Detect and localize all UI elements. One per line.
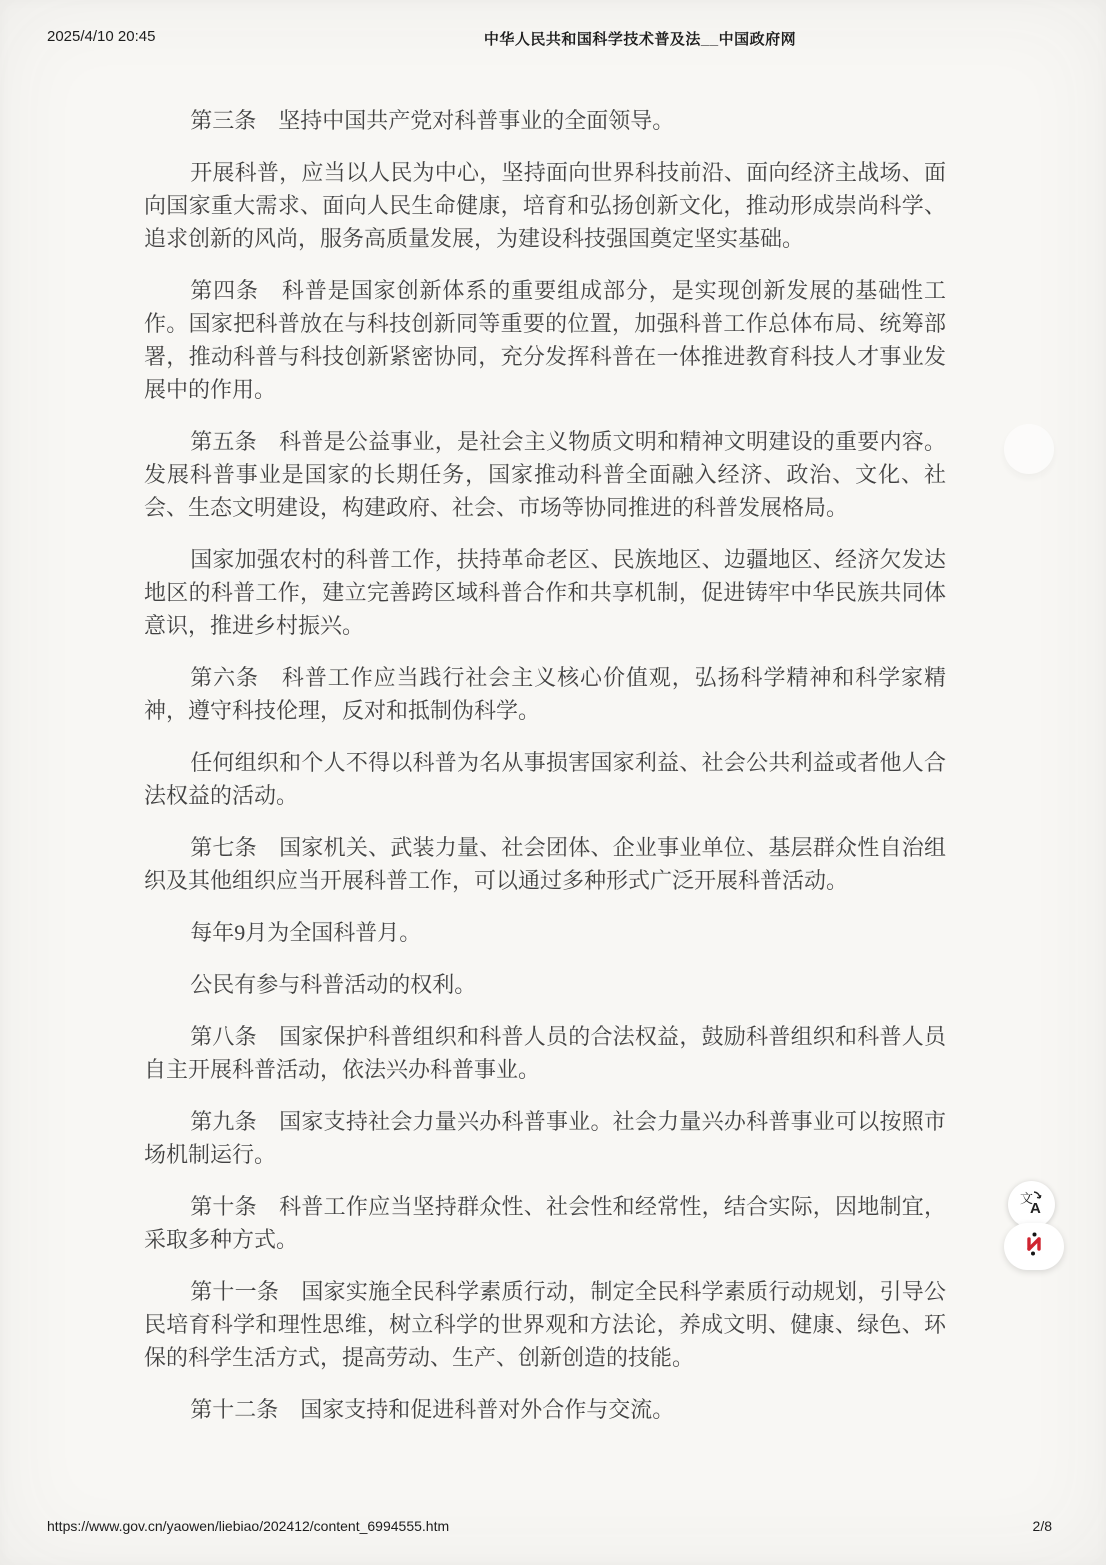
footer-page-number: 2/8 (1032, 1518, 1052, 1534)
translate-button[interactable] (1008, 1181, 1055, 1228)
header-datetime: 2025/4/10 20:45 (47, 28, 156, 45)
immersive-icon-top-dot (1033, 1233, 1037, 1237)
article-paragraph: 第十条 科普工作应当坚持群众性、社会性和经常性，结合实际，因地制宜，采取多种方式。 (144, 1194, 946, 1252)
immersive-icon-n-shape (1029, 1239, 1039, 1249)
article-paragraph: 开展科普，应当以人民为中心，坚持面向世界科技前沿、面向经济主战场、面向国家重大需求、面向人民生命健康，培育和弘扬创新文化，推动形成崇尚科学、追求创新的风尚，服务高质量发展，为建设科技强国奠定坚实基础。 (144, 160, 946, 251)
footer-url: https://www.gov.cn/yaowen/liebiao/202412/content_6994555.htm (47, 1518, 450, 1534)
immersive-icon-bottom-dot (1031, 1252, 1035, 1256)
immersive-translate-button[interactable] (1004, 1223, 1064, 1270)
article-paragraph: 第十一条 国家实施全民科学素质行动，制定全民科学素质行动规划，引导公民培育科学和理性思维，树立科学的世界观和方法论，养成文明、健康、绿色、环保的科学生活方式，提高劳动、生产、创新创造的技能。 (144, 1279, 946, 1370)
article-body (144, 104, 946, 1445)
article-paragraph: 第六条 科普工作应当践行社会主义核心价值观，弘扬科学精神和科学家精神，遵守科技伦理，反对和抵制伪科学。 (144, 665, 946, 723)
article-paragraph: 第五条 科普是公益事业，是社会主义物质文明和精神文明建设的重要内容。发展科普事业是国家的长期任务，国家推动科普全面融入经济、政治、文化、社会、生态文明建设，构建政府、社会、市场等协同推进的科普发展格局。 (144, 429, 946, 520)
article-paragraph: 每年9月为全国科普月。 (190, 920, 422, 945)
article-paragraph: 第九条 国家支持社会力量兴办科普事业。社会力量兴办科普事业可以按照市场机制运行。 (144, 1109, 946, 1167)
article-paragraph: 国家加强农村的科普工作，扶持革命老区、民族地区、边疆地区、经济欠发达地区的科普工作，建立完善跨区域科普合作和共享机制，促进铸牢中华民族共同体意识，推进乡村振兴。 (144, 547, 946, 638)
article-paragraph: 第八条 国家保护科普组织和科普人员的合法权益，鼓励科普组织和科普人员自主开展科普活动，依法兴办科普事业。 (144, 1024, 946, 1082)
article-paragraph: 任何组织和个人不得以科普为名从事损害国家利益、社会公共利益或者他人合法权益的活动。 (144, 750, 946, 808)
article-paragraph: 第十二条 国家支持和促进科普对外合作与交流。 (190, 1397, 675, 1422)
article-paragraph: 公民有参与科普活动的权利。 (190, 972, 477, 997)
article-paragraph: 第四条 科普是国家创新体系的重要组成部分，是实现创新发展的基础性工作。国家把科普放在与科技创新同等重要的位置，加强科普工作总体布局、统筹部署，推动科普与科技创新紧密协同，充分发挥科普在一体推进教育科技人才事业发展中的作用。 (144, 278, 946, 402)
translate-icon (1018, 1189, 1045, 1221)
article-paragraph: 第三条 坚持中国共产党对科普事业的全面领导。 (190, 108, 675, 133)
translate-icon-secondary-glyph: A (1030, 1199, 1041, 1216)
immersive-translate-icon (1021, 1231, 1047, 1262)
translate-icon-arrow-arc (1034, 1192, 1040, 1198)
page-title: 中华人民共和国科学技术普及法__中国政府网 (483, 31, 797, 48)
article-paragraph: 第七条 国家机关、武装力量、社会团体、企业事业单位、基层群众性自治组织及其他组织应当开展科普工作，可以通过多种形式广泛开展科普活动。 (144, 835, 946, 893)
translate-icon-primary-glyph: 文 (1020, 1190, 1034, 1206)
faded-floating-button (1004, 424, 1054, 474)
